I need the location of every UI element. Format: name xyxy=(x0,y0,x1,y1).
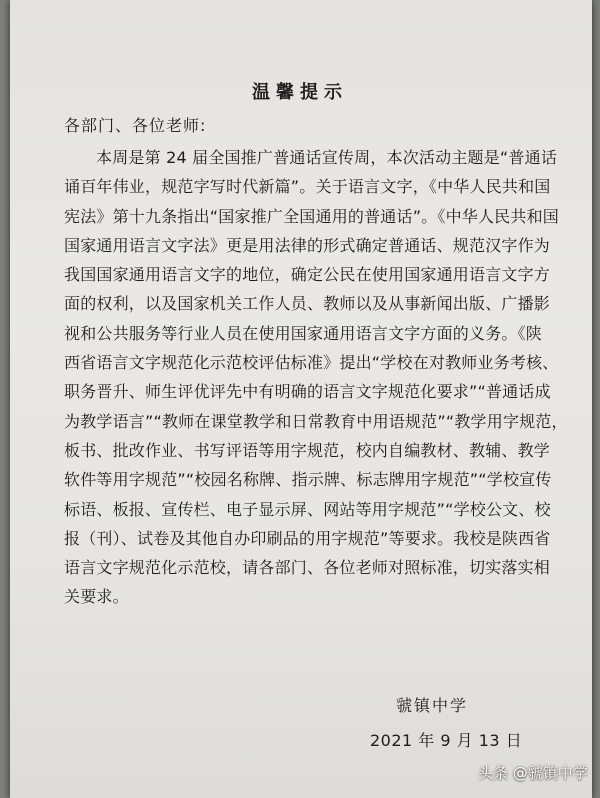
body-line: 视和公共服务等行业人员在使用国家通用语言文字方面的义务。《陕 xyxy=(64,323,543,343)
body-line: 西省语言文字规范化示范校评估标准》提出“学校在对教师业务考核、 xyxy=(64,353,559,373)
body-line: 标语、板报、宣传栏、电子显示屏、网站等用字规范”“学校公文、校 xyxy=(64,499,551,519)
body-line: 职务晋升、师生评优评先中有明确的语言文字规范化要求”“普通话成 xyxy=(64,382,551,402)
signature-date: 2021 年 9 月 13 日 xyxy=(370,731,523,750)
watermark: 头条 @虢镇中学 xyxy=(478,764,588,782)
body-line: 板书、批改作业、书写评语等用字规范，校内自编教材、教辅、教学 xyxy=(64,440,551,460)
body-line: 诵百年伟业，规范字写时代新篇”。关于语言文字，《中华人民共和国 xyxy=(64,177,551,197)
body-line: 软件等用字规范”“校园名称牌、指示牌、标志牌用字规范”“学校宣传 xyxy=(64,470,552,490)
notice-title: 温馨提示 xyxy=(252,82,348,103)
body-line: 宪法》第十九条指出“国家推广全国通用的普通话”。《中华人民共和国 xyxy=(64,206,559,226)
body-line: 为教学语言”“教师在课堂教学和日常教育中用语规范”“教学用字规范， xyxy=(64,411,568,431)
signature-school: 虢镇中学 xyxy=(396,696,469,715)
salutation: 各部门、各位老师: xyxy=(64,116,207,135)
body-line: 国家通用语言文字法》更是用法律的形式确定普通话、规范汉字作为 xyxy=(64,235,551,255)
body-line: 报（刊）、试卷及其他自办印刷品的用字规范”等要求。我校是陕西省 xyxy=(64,528,551,548)
body-line: 关要求。 xyxy=(64,587,129,607)
notice-body xyxy=(64,143,568,612)
body-line: 语言文字规范化示范校，请各部门、各位老师对照标准，切实落实相 xyxy=(64,558,551,578)
body-line: 面的权利，以及国家机关工作人员、教师以及从事新闻出版、广播影 xyxy=(64,294,551,314)
body-line: 我国国家通用语言文字的地位，确定公民在使用国家通用语言文字方 xyxy=(64,265,551,285)
body-line: 本周是第 24 届全国推广普通话宣传周，本次活动主题是“普通话 xyxy=(96,148,558,167)
